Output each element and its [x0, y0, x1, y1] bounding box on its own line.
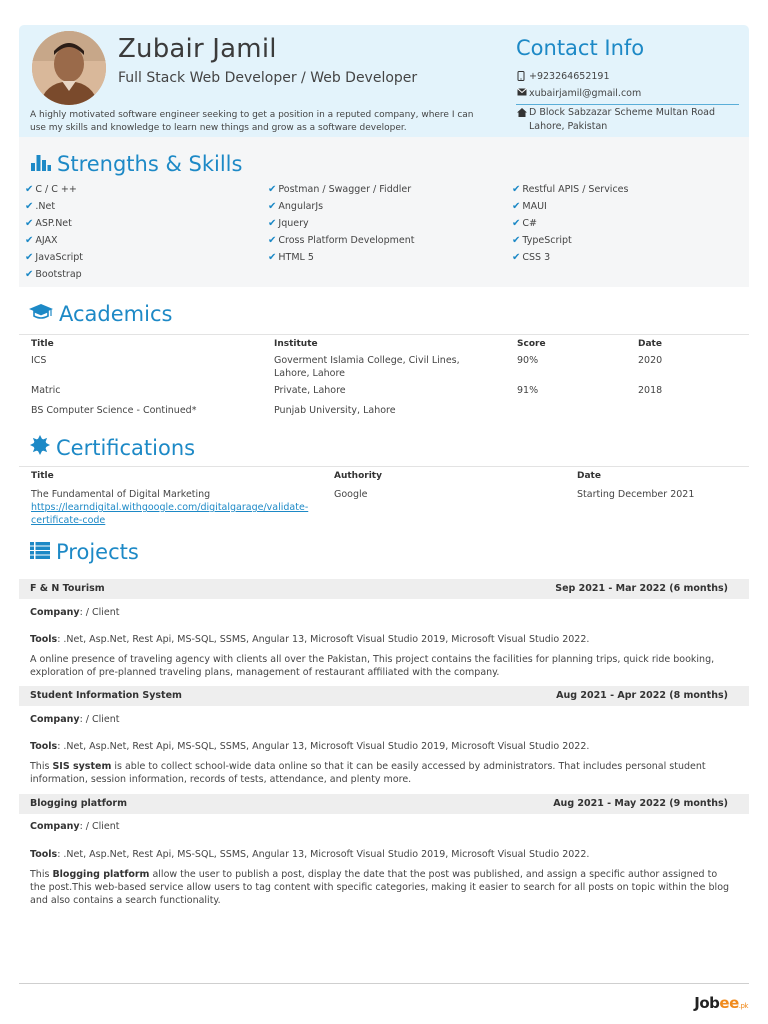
skill-item: ✔ MAUI	[512, 201, 547, 212]
job-title: Full Stack Web Developer / Web Developer	[118, 70, 418, 86]
project-date: Aug 2021 - May 2022 (9 months)	[553, 798, 728, 809]
resume-header	[19, 25, 749, 137]
academics-heading: Academics	[29, 302, 172, 326]
academic-title: ICS	[31, 355, 47, 366]
certificate-badge-icon	[30, 435, 56, 460]
skill-item: ✔ CSS 3	[512, 252, 551, 263]
contact-phone	[517, 71, 610, 84]
cert-title: The Fundamental of Digital Marketing	[31, 489, 211, 500]
check-icon: ✔	[25, 201, 34, 212]
academic-score: 90%	[517, 355, 539, 366]
section-divider	[19, 466, 749, 467]
skill-item: ✔ ASP.Net	[25, 218, 72, 229]
summary-text: A highly motivated software engineer seeking to get a position in a reputed company, where I can use my skills and knowledge to learn new things and grow as a software developer.	[30, 110, 474, 133]
envelope-icon	[517, 88, 528, 99]
academics-col-date: Date	[638, 339, 662, 349]
skill-item: ✔ HTML 5	[268, 252, 314, 263]
check-icon: ✔	[512, 235, 521, 246]
contact-address	[517, 108, 715, 134]
graduation-cap-icon	[29, 302, 59, 326]
check-icon: ✔	[268, 235, 277, 246]
contact-email	[517, 88, 641, 99]
check-icon: ✔	[25, 184, 34, 195]
project-company: Company: / Client	[30, 821, 120, 832]
academics-col-institute: Institute	[274, 339, 318, 349]
cert-col-authority: Authority	[334, 471, 382, 481]
phone-text: +923264652191	[529, 71, 610, 82]
project-company: Company: / Client	[30, 607, 120, 618]
project-company: Company: / Client	[30, 714, 120, 725]
contact-divider	[516, 104, 739, 105]
academic-institute: Private, Lahore	[274, 385, 346, 396]
project-description: This Blogging platform allow the user to publish a post, display the date that the post was published, and assign a specific author assigned to the post.This web-based service allow users to tag content with specific categories, making it easier to search for all posts on topic within the blog and also contains a search functionality.	[30, 869, 730, 906]
skill-item: ✔ JavaScript	[25, 252, 84, 263]
project-name: F & N Tourism	[30, 583, 105, 594]
section-divider	[19, 334, 749, 335]
academic-institute: Punjab University, Lahore	[274, 405, 396, 416]
avatar	[32, 31, 106, 105]
academic-score: 91%	[517, 385, 539, 396]
academic-institute: Goverment Islamia College, Civil Lines,	[274, 355, 460, 366]
check-icon: ✔	[25, 235, 34, 246]
candidate-name: Zubair Jamil	[118, 34, 277, 64]
email-text[interactable]: xubairjamil@gmail.com	[529, 88, 642, 99]
skill-item: ✔ Cross Platform Development	[268, 235, 415, 246]
academic-institute: Lahore, Lahore	[274, 368, 346, 379]
skill-item: ✔ Postman / Swagger / Fiddler	[268, 184, 412, 195]
academic-date: 2018	[638, 385, 663, 396]
project-date: Aug 2021 - Apr 2022 (8 months)	[556, 690, 728, 701]
check-icon: ✔	[512, 218, 521, 229]
project-header	[19, 794, 749, 814]
academic-title: BS Computer Science - Continued*	[31, 405, 197, 416]
address-line-1: D Block Sabzazar Scheme Multan Road	[529, 107, 715, 118]
project-name: Blogging platform	[30, 798, 128, 809]
project-tools: Tools: .Net, Asp.Net, Rest Api, MS-SQL, SSMS, Angular 13, Microsoft Visual Studio 2019, Microsoft Visual Studio 2022.	[30, 634, 590, 645]
project-header	[19, 686, 749, 706]
check-icon: ✔	[268, 218, 277, 229]
skill-item: ✔ AJAX	[25, 235, 58, 246]
project-date: Sep 2021 - Mar 2022 (6 months)	[555, 583, 728, 594]
bar-chart-icon	[31, 152, 57, 176]
check-icon: ✔	[25, 269, 34, 280]
contact-heading: Contact Info	[516, 36, 645, 60]
project-tools: Tools: .Net, Asp.Net, Rest Api, MS-SQL, SSMS, Angular 13, Microsoft Visual Studio 2019, Microsoft Visual Studio 2022.	[30, 849, 590, 860]
check-icon: ✔	[512, 252, 521, 263]
skill-item: ✔ Jquery	[268, 218, 309, 229]
check-icon: ✔	[25, 218, 34, 229]
project-name: Student Information System	[30, 690, 182, 701]
skill-item: ✔ TypeScript	[512, 235, 572, 246]
check-icon: ✔	[512, 201, 521, 212]
cert-col-date: Date	[577, 471, 601, 481]
academic-title: Matric	[31, 385, 61, 396]
project-header	[19, 579, 749, 599]
check-icon: ✔	[512, 184, 521, 195]
check-icon: ✔	[268, 184, 277, 195]
home-icon	[517, 108, 528, 120]
skill-item: ✔ .Net	[25, 201, 56, 212]
cert-link[interactable]: certificate-code	[31, 515, 106, 526]
skill-item: ✔ C#	[512, 218, 537, 229]
projects-heading: Projects	[30, 540, 139, 564]
check-icon: ✔	[25, 252, 34, 263]
academics-col-title: Title	[31, 339, 54, 349]
brand-logo: Jobee.pk	[694, 994, 748, 1012]
cert-col-title: Title	[31, 471, 54, 481]
certifications-heading: Certifications	[30, 435, 195, 460]
project-description: This SIS system is able to collect school-wide data online so that it can be easily accessed by administrators. That includes personal student information, session information, records of tests, attendance, and plenty more.	[30, 761, 706, 785]
skill-item: ✔ AngularJs	[268, 201, 324, 212]
phone-icon	[517, 71, 528, 84]
skill-item: ✔ C / C ++	[25, 184, 77, 195]
cert-authority: Google	[334, 489, 368, 500]
academics-col-score: Score	[517, 339, 546, 349]
list-icon	[30, 540, 56, 564]
project-tools: Tools: .Net, Asp.Net, Rest Api, MS-SQL, SSMS, Angular 13, Microsoft Visual Studio 2019, Microsoft Visual Studio 2022.	[30, 741, 590, 752]
skills-heading: Strengths & Skills	[31, 152, 242, 176]
check-icon: ✔	[268, 252, 277, 263]
cert-link[interactable]: https://learndigital.withgoogle.com/digitalgarage/validate-	[31, 502, 309, 513]
skill-item: ✔ Restful APIS / Services	[512, 184, 629, 195]
project-description: A online presence of traveling agency with clients all over the Pakistan, This project contains the facilities for planning trips, quick ride booking, exploration of pre-planned traveling plans, management of restaurant affiliated with the company.	[30, 654, 715, 678]
academic-date: 2020	[638, 355, 663, 366]
address-line-2: Lahore, Pakistan	[529, 121, 608, 132]
footer-divider	[19, 983, 749, 984]
cert-date: Starting December 2021	[577, 489, 695, 500]
skill-item: ✔ Bootstrap	[25, 269, 82, 280]
check-icon: ✔	[268, 201, 277, 212]
